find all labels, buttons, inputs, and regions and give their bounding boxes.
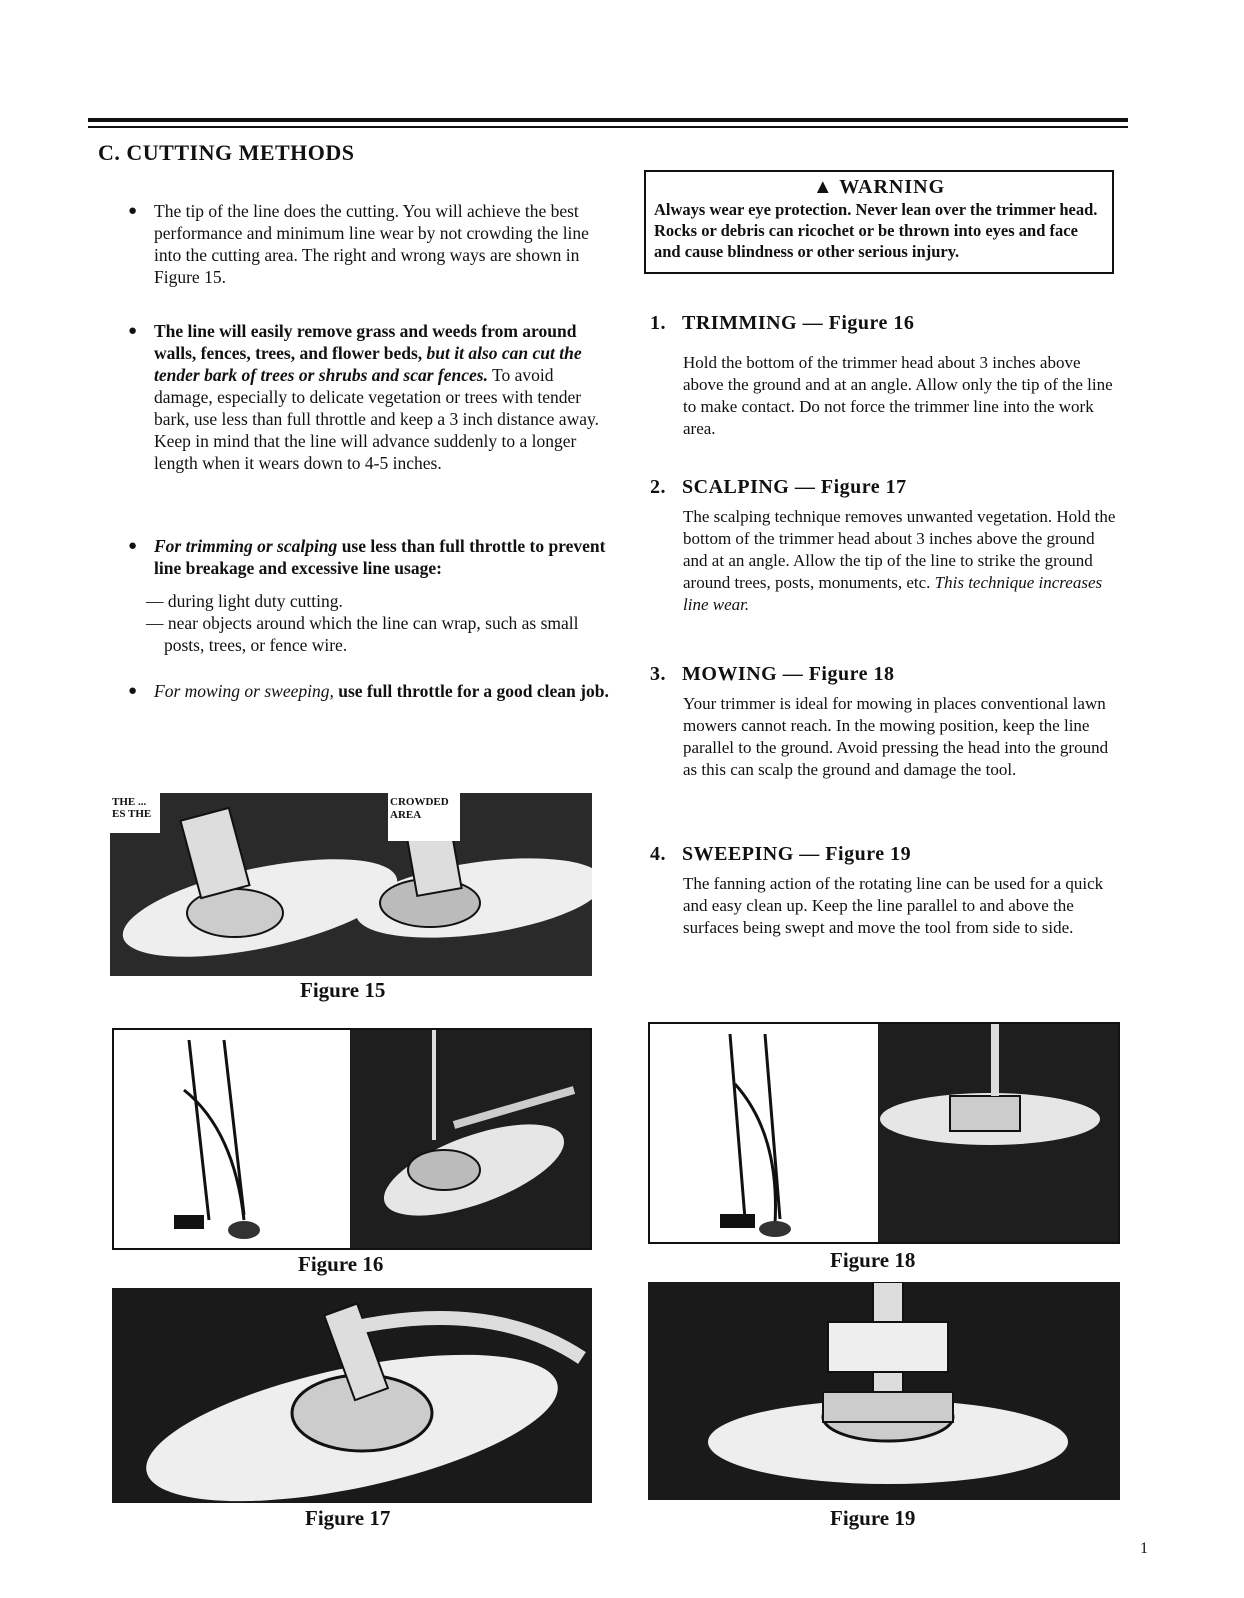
bullet-dot-icon: ●: [128, 538, 138, 554]
figure-15-label-right: CROWDED AREA: [390, 796, 449, 821]
heading-mowing: 3. MOWING — Figure 18: [650, 663, 895, 685]
bullet-text: The tip of the line does the cutting. You will achieve the best performance and minimum line wear by not crowding the line into the cutting area. The right and wrong ways are shown in Figure 15.: [154, 201, 589, 287]
warning-box: [644, 170, 1114, 274]
figure-19-caption: Figure 19: [830, 1506, 916, 1530]
warning-text: Always wear eye protection. Never lean over the trimmer head. Rocks or debris can ricochet or be thrown into eyes and face and cause blindness or other serious injury.: [654, 200, 1098, 261]
para-trimming: Hold the bottom of the trimmer head about 3 inches above above the ground and at an angle. Allow only the tip of the line to make contact. Do not force the trimmer line into the work area.: [683, 353, 1113, 438]
figure-19-image: [648, 1282, 1120, 1500]
figure-15-caption: Figure 15: [300, 978, 386, 1002]
bullet-mowing-sweeping: [130, 680, 610, 702]
warning-title: WARNING: [839, 176, 946, 198]
top-rule-thick: [88, 118, 1128, 122]
figure-17-caption: Figure 17: [305, 1506, 391, 1530]
bullet-trimming-scalping: [130, 535, 610, 579]
para-scalping-italic: This technique increases line wear.: [683, 573, 1103, 614]
heading-trimming: 1. TRIMMING — Figure 16: [650, 312, 915, 334]
figure-17-image: [112, 1288, 592, 1503]
bullet-bold-text: The line will easily remove grass and weeds from around walls, fences, trees, and flower beds,: [154, 321, 577, 363]
para-mowing: Your trimmer is ideal for mowing in places conventional lawn mowers cannot reach. In the mowing position, keep the line parallel to the ground. Avoid pressing the head into the ground as this can scalp the ground and damage the tool.: [683, 694, 1109, 779]
bullet-bold-text: use full throttle for a good clean job.: [338, 681, 609, 701]
section-title: C. CUTTING METHODS: [98, 140, 355, 165]
figure-16-caption: Figure 16: [298, 1252, 384, 1276]
bullet-dot-icon: ●: [128, 683, 138, 699]
dash-item-light-duty: — during light duty cutting.: [146, 591, 343, 611]
heading-scalping: 2. SCALPING — Figure 17: [650, 476, 907, 498]
warning-triangle-icon: ▲: [812, 176, 834, 198]
figure-15-image: [110, 793, 592, 976]
heading-sweeping: 4. SWEEPING — Figure 19: [650, 843, 912, 865]
bullet-bold-text: use less than full throttle to prevent line breakage and excessive line usage:: [154, 536, 606, 578]
para-scalping: The scalping technique removes unwanted vegetation. Hold the bottom of the trimmer head about 3 inches above the ground and at an angle. Allow the tip of the line to strike the ground around trees, posts, monuments, etc. This technique increases line wear.: [683, 507, 1116, 614]
dash-item-near-objects: — near objects around which the line can wrap, such as small posts, trees, or fence wire.: [146, 613, 579, 655]
bullet-dot-icon: ●: [128, 323, 138, 339]
figure-15-label-left: THE ... ES THE: [112, 796, 152, 820]
bullet-italic-text: For trimming or scalping: [154, 536, 338, 556]
bullet-dash-list: [146, 590, 606, 656]
para-sweeping: The fanning action of the rotating line can be used for a quick and easy clean up. Keep the line parallel to and above the surfaces being swept and move the tool from side to side.: [683, 874, 1104, 937]
figure-18-image: [648, 1022, 1120, 1244]
bullet-bold-italic-text: but it also can cut the tender bark of trees or shrubs and scar fences.: [154, 343, 582, 385]
bullet-text: To avoid damage, especially to delicate vegetation or trees with tender bark, use less than full throttle and keep a 3 inch distance away. Keep in mind that the line will advance suddenly to a longer length when it wears down to 4-5 inches.: [154, 365, 599, 473]
bullet-line-removal: [130, 320, 610, 474]
bullet-tip-cutting: [130, 200, 610, 288]
page-number: 1: [1140, 1540, 1148, 1557]
figure-18-caption: Figure 18: [830, 1248, 916, 1272]
figure-16-image: [112, 1028, 592, 1250]
top-rule-thin: [88, 126, 1128, 128]
bullet-italic-text: For mowing or sweeping,: [154, 681, 334, 701]
bullet-dot-icon: ●: [128, 203, 138, 219]
